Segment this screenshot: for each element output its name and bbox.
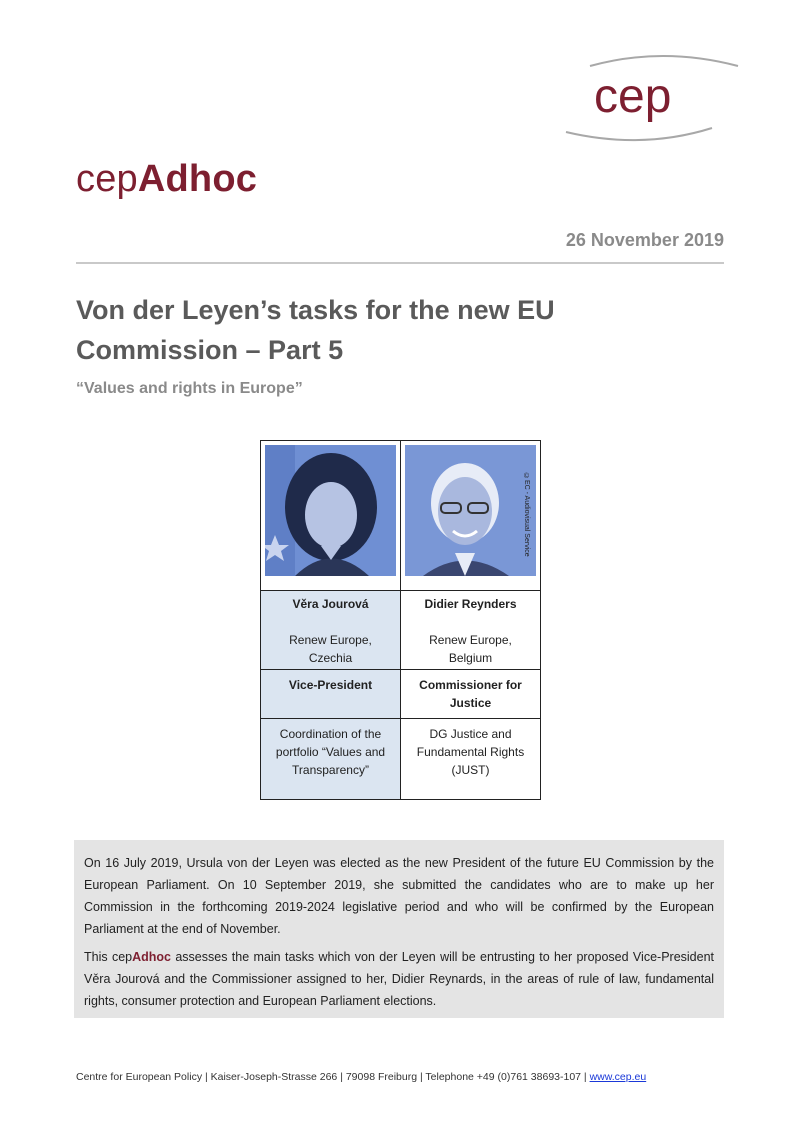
- cell-left-name: [261, 591, 401, 670]
- page-subtitle: “Values and rights in Europe”: [76, 380, 303, 397]
- summary-paragraph-2: [84, 946, 714, 1012]
- portfolio-jourova: Coordination of the portfolio “Values and Transparency”: [261, 719, 401, 800]
- summary-p2-rest: assesses the main tasks which von der Leyen will be entrusting to her proposed Vice-President Věra Jourová and the Commissioner assigned to her, Didier Reynards, in the areas of rule of law, fundamental rights, consumer protection and European Parliament elections.: [84, 950, 714, 1008]
- brand-suffix: Adhoc: [137, 158, 258, 200]
- portfolio-reynders: DG Justice and Fundamental Rights (JUST): [401, 719, 541, 800]
- photo-cell-left: [261, 441, 401, 591]
- role-reynders: Commissioner for Justice: [401, 670, 541, 719]
- cell-right-name: [401, 591, 541, 670]
- portfolio-table: [260, 440, 541, 800]
- logo-text: cep: [594, 70, 672, 123]
- portrait-jourova: [265, 445, 396, 576]
- summary-paragraph-1: On 16 July 2019, Ursula von der Leyen was elected as the new President of the future EU Commission by the European Parliament. On 10 September 2019, she submitted the candidates who are to make up her Commission in the forthcoming 2019-2024 legislative period and who will be confirmed by the European Parliament at the end of November.: [84, 856, 714, 936]
- group-reynders-1: Renew Europe,: [429, 633, 512, 647]
- photo-credit: ©EC - Audiovisual Service: [523, 473, 530, 557]
- website-link[interactable]: www.cep.eu: [589, 1071, 647, 1083]
- photo-cell-right: [401, 441, 541, 591]
- summary-box: [74, 840, 724, 1018]
- portrait-reynders: [405, 445, 536, 576]
- divider: [76, 262, 724, 264]
- brand-prefix: cep: [76, 158, 138, 200]
- summary-p2-bold: Adhoc: [132, 950, 172, 964]
- summary-p2-prefix: This cep: [84, 950, 133, 964]
- brand-title: [76, 158, 257, 201]
- publication-date: 26 November 2019: [565, 230, 724, 250]
- group-reynders-2: Belgium: [448, 651, 493, 665]
- name-reynders: Didier Reynders: [424, 597, 517, 611]
- group-jourova-1: Renew Europe,: [289, 633, 372, 647]
- name-jourova: Věra Jourová: [292, 597, 369, 611]
- address-text: Centre for European Policy | Kaiser-Joseph-Strasse 266 | 79098 Freiburg | Telephone +49 (0)761 38693-107 |: [76, 1071, 590, 1083]
- role-jourova: Vice-President: [261, 670, 401, 719]
- group-jourova-2: Czechia: [308, 651, 353, 665]
- footer-address: [76, 1071, 646, 1083]
- page-title: Von der Leyen’s tasks for the new EU Commission – Part 5: [76, 295, 555, 365]
- cep-logo: [562, 48, 742, 148]
